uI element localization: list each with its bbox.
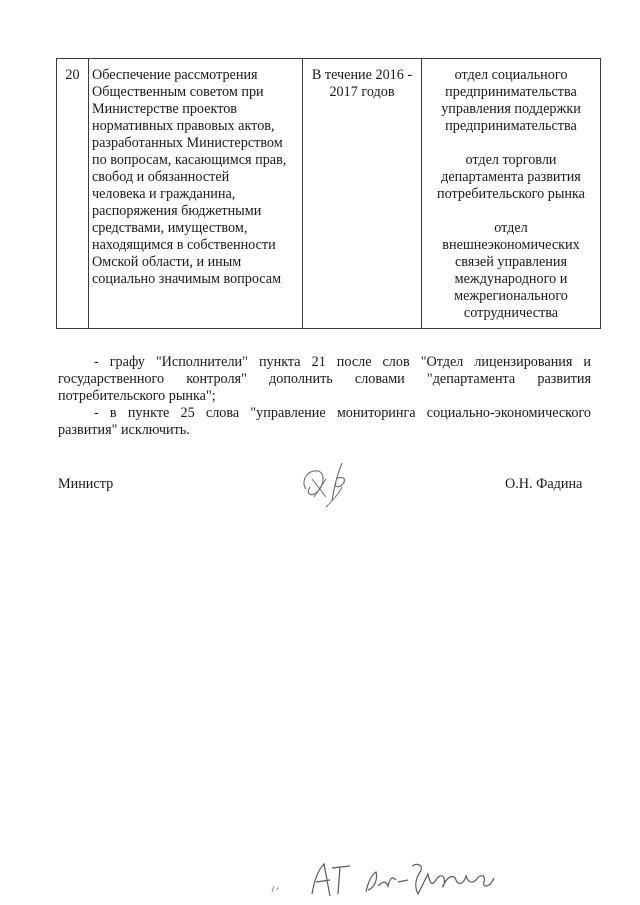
- description-line: Омской области, и иным: [92, 254, 242, 270]
- paragraph-line: развития" исключить.: [58, 422, 190, 438]
- signer-name: О.Н. Фадина: [505, 476, 583, 492]
- paragraph-line: - графу "Исполнители" пункта 21 после слов "Отдел лицензирования и: [94, 354, 591, 370]
- executor-line: департамента развития: [441, 169, 581, 185]
- plan-table: [56, 58, 601, 329]
- executor-line: связей управления: [454, 254, 568, 270]
- executor-line: сотрудничества: [463, 305, 559, 321]
- executor-line: отдел: [494, 220, 528, 236]
- handwritten-signature: [296, 457, 352, 513]
- position-title: Министр: [58, 476, 114, 492]
- executors-cell: [422, 59, 601, 329]
- description-cell: [89, 59, 303, 329]
- executor-line: внешнеэкономических: [442, 237, 580, 253]
- executor-line: межрегионального: [454, 288, 568, 304]
- amendment-paragraph-1: [58, 354, 591, 405]
- handwritten-note: [268, 856, 500, 900]
- executor-gap: [425, 135, 597, 152]
- executor-line: предпринимательства: [445, 118, 577, 134]
- description-line: социально значимым вопросам: [92, 271, 282, 287]
- paragraph-line: - в пункте 25 слова "управление мониторинга социально-экономического: [94, 405, 591, 421]
- row-number: 20: [65, 67, 80, 83]
- description-line: находящимся в собственности: [92, 237, 276, 253]
- executor-line: отдел торговли: [465, 152, 557, 168]
- table-row: [57, 59, 601, 329]
- executor-line: предпринимательства: [445, 84, 577, 100]
- description-line: Общественным советом при: [92, 84, 264, 100]
- description-line: Обеспечение рассмотрения: [92, 67, 258, 83]
- description-line: средствами, имуществом,: [92, 220, 248, 236]
- paragraph-line: государственного контроля" дополнить словами "департамента развития: [58, 371, 591, 387]
- executor-line: международного и: [454, 271, 568, 287]
- executor-line: управления поддержки: [441, 101, 581, 117]
- term-cell: [303, 59, 422, 329]
- description-line: человека и гражданина,: [92, 186, 236, 202]
- description-line: разработанных Министерством: [92, 135, 283, 151]
- description-line: Министерстве проектов: [92, 101, 237, 117]
- term-line: 2017 годов: [329, 84, 395, 100]
- executor-line: отдел социального: [454, 67, 568, 83]
- paragraph-line: потребительского рынка";: [58, 388, 216, 404]
- amendment-paragraph-2: [58, 405, 591, 439]
- term-line: В течение 2016 -: [311, 67, 413, 83]
- description-line: распоряжения бюджетными: [92, 203, 262, 219]
- description-line: нормативных правовых актов,: [92, 118, 275, 134]
- row-number-cell: [57, 59, 89, 329]
- description-line: по вопросам, касающимся прав,: [92, 152, 287, 168]
- executor-gap: [425, 203, 597, 220]
- description-line: свобод и обязанностей: [92, 169, 230, 185]
- executor-line: потребительского рынка: [437, 186, 585, 202]
